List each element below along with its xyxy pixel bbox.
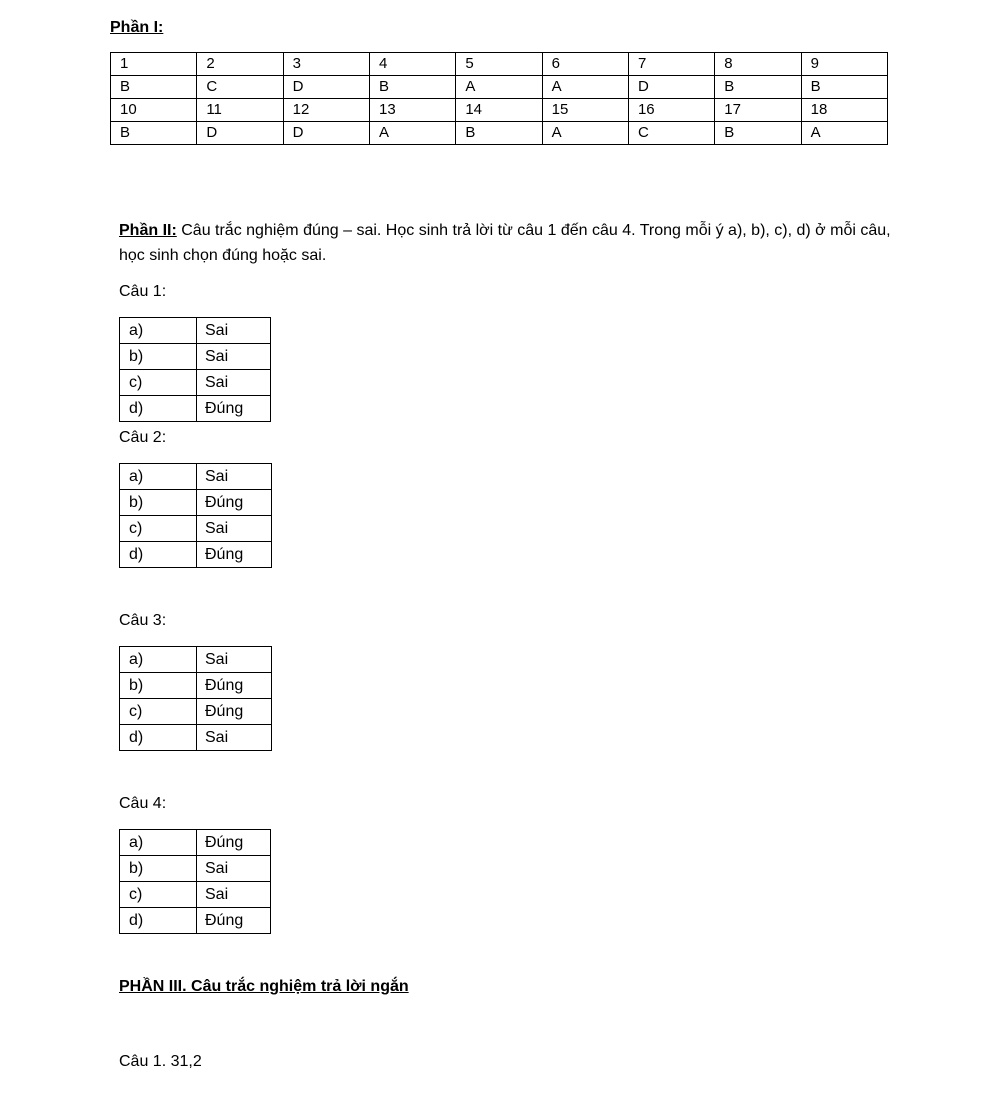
- table-row: [120, 318, 271, 344]
- table-row: [120, 830, 271, 856]
- option-label: a): [120, 464, 197, 490]
- question-2-label: Câu 2:: [119, 429, 167, 446]
- table-cell: A: [542, 122, 628, 145]
- table-cell: 11: [197, 99, 283, 122]
- table-row: [120, 673, 272, 699]
- option-answer: Đúng: [197, 490, 272, 516]
- table-row: [120, 647, 272, 673]
- table-cell: 3: [283, 53, 369, 76]
- option-label: a): [120, 647, 197, 673]
- table-cell: 18: [801, 99, 887, 122]
- part2-intro: [119, 218, 919, 268]
- table-row: [120, 396, 271, 422]
- table-cell: D: [628, 76, 714, 99]
- option-answer: Sai: [197, 464, 272, 490]
- part3-heading: PHẦN III. Câu trắc nghiệm trả lời ngắn: [119, 978, 409, 995]
- table-cell: 5: [456, 53, 542, 76]
- table-cell: 15: [542, 99, 628, 122]
- table-cell: 6: [542, 53, 628, 76]
- table-cell: 4: [369, 53, 455, 76]
- option-label: b): [120, 856, 197, 882]
- table-cell: D: [197, 122, 283, 145]
- option-label: d): [120, 908, 197, 934]
- table-cell: D: [283, 76, 369, 99]
- question-2-table: [119, 463, 272, 568]
- table-cell: 8: [715, 53, 801, 76]
- option-label: c): [120, 370, 197, 396]
- table-cell: 12: [283, 99, 369, 122]
- option-label: b): [120, 344, 197, 370]
- part2-instructions: Câu trắc nghiệm đúng – sai. Học sinh trả lời từ câu 1 đến câu 4. Trong mỗi ý a), b), c), d) ở mỗi câu, học sinh chọn đúng hoặc sai.: [119, 222, 891, 264]
- table-cell: 7: [628, 53, 714, 76]
- part1-answer-table: [110, 52, 888, 145]
- table-row: [120, 370, 271, 396]
- table-cell: C: [628, 122, 714, 145]
- question-3-table: [119, 646, 272, 751]
- option-answer: Sai: [197, 318, 271, 344]
- option-label: d): [120, 725, 197, 751]
- option-label: b): [120, 673, 197, 699]
- table-cell: 14: [456, 99, 542, 122]
- table-row: [120, 344, 271, 370]
- table-row: [111, 76, 888, 99]
- question-1-label: Câu 1:: [119, 283, 167, 300]
- table-cell: B: [369, 76, 455, 99]
- option-answer: Sai: [197, 370, 271, 396]
- question-4-table: [119, 829, 271, 934]
- table-row: [120, 908, 271, 934]
- table-cell: 2: [197, 53, 283, 76]
- option-answer: Đúng: [197, 673, 272, 699]
- table-cell: A: [456, 76, 542, 99]
- option-label: a): [120, 830, 197, 856]
- table-cell: C: [197, 76, 283, 99]
- option-answer: Sai: [197, 856, 271, 882]
- table-cell: B: [111, 76, 197, 99]
- table-row: [120, 725, 272, 751]
- table-row: [120, 856, 271, 882]
- table-cell: B: [801, 76, 887, 99]
- table-cell: 13: [369, 99, 455, 122]
- option-answer: Đúng: [197, 699, 272, 725]
- part2-heading: Phần II:: [119, 222, 177, 239]
- option-label: b): [120, 490, 197, 516]
- option-label: a): [120, 318, 197, 344]
- table-cell: A: [801, 122, 887, 145]
- table-cell: 16: [628, 99, 714, 122]
- table-row: [120, 882, 271, 908]
- option-answer: Đúng: [197, 908, 271, 934]
- option-label: d): [120, 396, 197, 422]
- option-label: c): [120, 516, 197, 542]
- table-row: [111, 53, 888, 76]
- question-3-label: Câu 3:: [119, 612, 167, 629]
- option-answer: Sai: [197, 344, 271, 370]
- table-row: [120, 542, 272, 568]
- question-4-label: Câu 4:: [119, 795, 167, 812]
- table-row: [120, 699, 272, 725]
- table-cell: B: [715, 122, 801, 145]
- table-row: [120, 516, 272, 542]
- part1-heading: Phần I:: [110, 19, 164, 36]
- part3-answer-1: Câu 1. 31,2: [119, 1053, 202, 1070]
- table-cell: 17: [715, 99, 801, 122]
- table-cell: B: [715, 76, 801, 99]
- table-cell: 9: [801, 53, 887, 76]
- option-answer: Sai: [197, 725, 272, 751]
- table-cell: 10: [111, 99, 197, 122]
- option-answer: Đúng: [197, 542, 272, 568]
- option-answer: Sai: [197, 647, 272, 673]
- option-label: d): [120, 542, 197, 568]
- table-cell: D: [283, 122, 369, 145]
- table-cell: 1: [111, 53, 197, 76]
- question-1-table: [119, 317, 271, 422]
- option-label: c): [120, 699, 197, 725]
- option-answer: Sai: [197, 882, 271, 908]
- table-row: [111, 122, 888, 145]
- table-cell: B: [111, 122, 197, 145]
- option-answer: Đúng: [197, 396, 271, 422]
- table-row: [120, 464, 272, 490]
- table-cell: B: [456, 122, 542, 145]
- option-answer: Đúng: [197, 830, 271, 856]
- table-row: [120, 490, 272, 516]
- table-cell: A: [542, 76, 628, 99]
- table-cell: A: [369, 122, 455, 145]
- table-row: [111, 99, 888, 122]
- option-label: c): [120, 882, 197, 908]
- option-answer: Sai: [197, 516, 272, 542]
